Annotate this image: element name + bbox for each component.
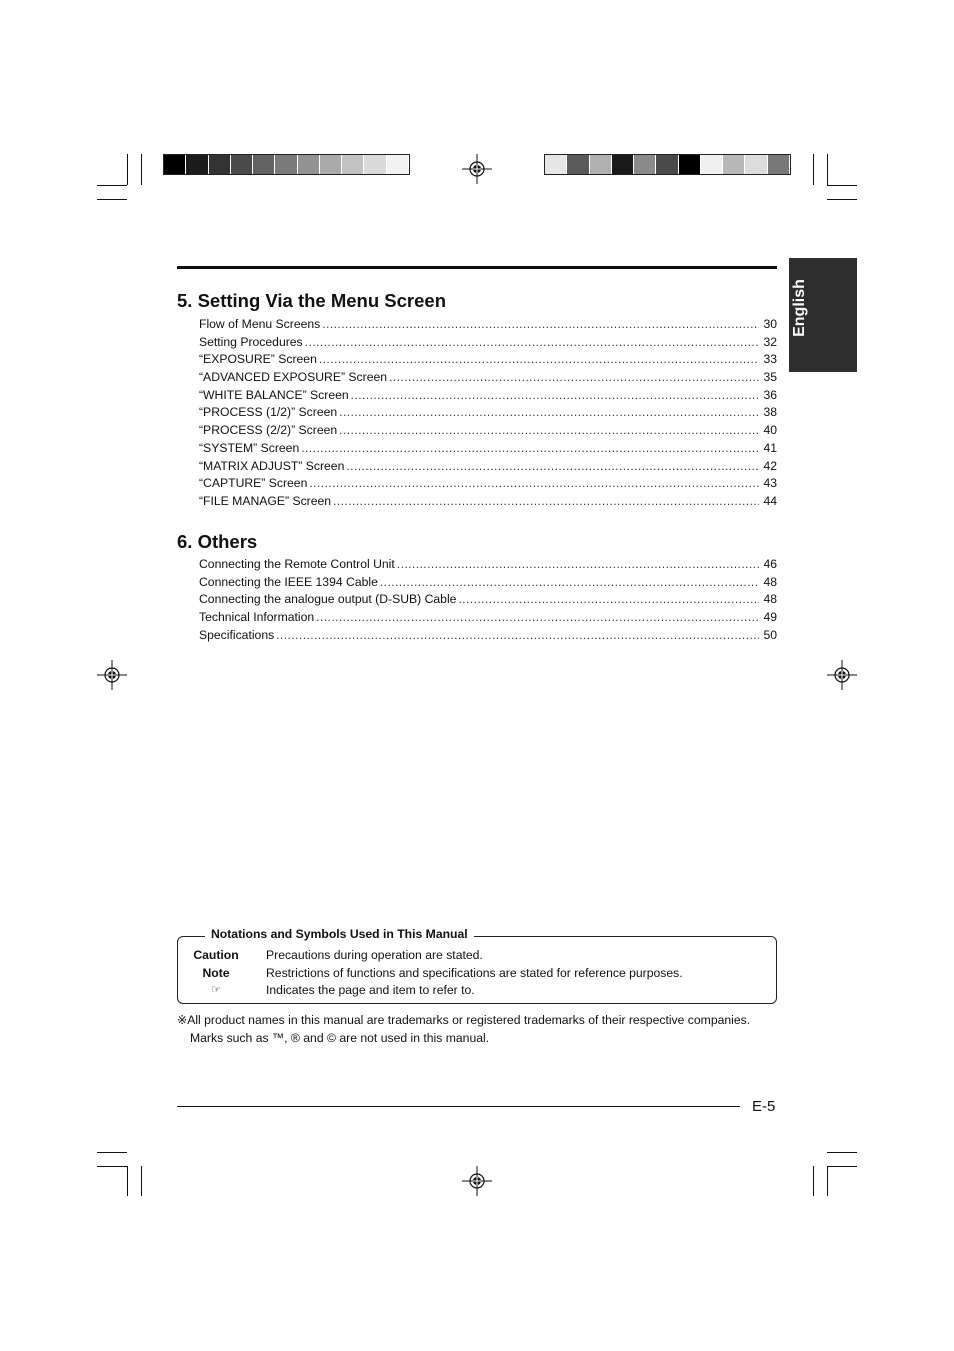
toc-entry-title: “ADVANCED EXPOSURE” Screen bbox=[199, 370, 388, 385]
toc-dot-leader bbox=[339, 404, 759, 422]
color-swatch bbox=[209, 155, 231, 174]
toc-dot-leader bbox=[333, 493, 759, 511]
crop-mark bbox=[813, 154, 814, 185]
trademark-footnote-line2: Marks such as ™, ® and © are not used in this manual. bbox=[190, 1031, 490, 1045]
color-swatch bbox=[590, 155, 612, 174]
color-swatch bbox=[567, 155, 589, 174]
toc-dot-leader bbox=[322, 316, 759, 334]
toc-entry-page: 30 bbox=[763, 317, 777, 331]
color-swatch bbox=[745, 155, 767, 174]
toc-entry-page: 33 bbox=[763, 352, 777, 367]
toc-entry bbox=[199, 475, 777, 493]
toc-entry-title: Connecting the analogue output (D-SUB) Cable bbox=[199, 592, 457, 607]
notation-text: Indicates the page and item to refer to. bbox=[266, 983, 475, 997]
footer-rule bbox=[177, 1106, 740, 1107]
toc-entry bbox=[199, 369, 777, 387]
toc-entry-title: Connecting the IEEE 1394 Cable bbox=[199, 574, 378, 589]
crop-mark bbox=[827, 1166, 828, 1196]
toc-dot-leader bbox=[316, 609, 759, 627]
color-swatch bbox=[656, 155, 678, 174]
toc-dot-leader bbox=[389, 369, 759, 387]
toc-entry bbox=[199, 493, 777, 511]
crop-mark bbox=[141, 154, 142, 185]
crop-mark bbox=[97, 185, 127, 186]
notations-title: Notations and Symbols Used in This Manual bbox=[205, 926, 474, 942]
language-tab bbox=[789, 258, 857, 372]
toc-entry bbox=[199, 316, 777, 334]
toc-entry bbox=[199, 556, 777, 574]
toc-dot-leader bbox=[305, 334, 760, 352]
color-swatch bbox=[612, 155, 634, 174]
toc-entry-page: 32 bbox=[763, 334, 777, 349]
crop-mark bbox=[97, 199, 127, 200]
color-swatch bbox=[231, 155, 253, 174]
notations-box bbox=[177, 936, 777, 1004]
color-swatch bbox=[545, 155, 567, 174]
toc-entry bbox=[199, 404, 777, 422]
crop-mark bbox=[141, 1166, 142, 1196]
color-swatch bbox=[634, 155, 656, 174]
toc-dot-leader bbox=[276, 627, 759, 645]
toc-entry bbox=[199, 574, 777, 592]
color-swatch bbox=[723, 155, 745, 174]
toc-dot-leader bbox=[380, 574, 760, 592]
registration-mark-icon bbox=[462, 154, 492, 184]
toc-dot-leader bbox=[351, 387, 760, 405]
toc-entry-title: “WHITE BALANCE” Screen bbox=[199, 387, 349, 402]
toc-entry bbox=[199, 591, 777, 609]
notation-text: Precautions during operation are stated. bbox=[266, 948, 483, 962]
color-bar-right bbox=[544, 154, 791, 175]
registration-mark-icon bbox=[462, 1166, 492, 1196]
toc-entry-page: 44 bbox=[763, 493, 777, 508]
toc-dot-leader bbox=[319, 351, 760, 369]
trademark-footnote-line1: ※All product names in this manual are trademarks or registered trademarks of their respective companies. bbox=[177, 1013, 751, 1027]
toc-entry-title: “FILE MANAGE” Screen bbox=[199, 493, 332, 508]
crop-mark bbox=[827, 185, 857, 186]
toc-entry-title: “EXPOSURE” Screen bbox=[199, 352, 317, 367]
toc-entry-title: Setting Procedures bbox=[199, 334, 303, 349]
color-swatch bbox=[342, 155, 364, 174]
toc-entry-page: 43 bbox=[763, 476, 777, 491]
toc-entry bbox=[199, 334, 777, 352]
crop-mark bbox=[97, 1166, 127, 1167]
toc-entry bbox=[199, 387, 777, 405]
color-swatch bbox=[768, 155, 790, 174]
pointing-hand-icon: ☞ bbox=[211, 984, 221, 996]
toc-list-menu-screen bbox=[199, 316, 777, 511]
color-swatch bbox=[701, 155, 723, 174]
color-swatch bbox=[186, 155, 208, 174]
toc-entry bbox=[199, 609, 777, 627]
crop-mark bbox=[827, 199, 857, 200]
toc-entry-title: “PROCESS (1/2)” Screen bbox=[199, 405, 338, 420]
toc-dot-leader bbox=[458, 591, 759, 609]
notation-key-note: Note bbox=[202, 966, 230, 980]
toc-dot-leader bbox=[339, 422, 759, 440]
color-swatch bbox=[253, 155, 275, 174]
toc-entry-page: 50 bbox=[763, 627, 777, 642]
color-swatch bbox=[364, 155, 386, 174]
color-swatch bbox=[298, 155, 320, 174]
registration-mark-icon bbox=[97, 660, 127, 690]
crop-mark bbox=[827, 154, 828, 185]
language-tab-label: English bbox=[791, 279, 808, 337]
color-swatch bbox=[679, 155, 701, 174]
toc-entry bbox=[199, 440, 777, 458]
color-swatch bbox=[275, 155, 297, 174]
color-bar-left bbox=[163, 154, 410, 175]
color-swatch bbox=[320, 155, 342, 174]
header-rule bbox=[177, 266, 777, 269]
page-number: E-5 bbox=[752, 1098, 776, 1115]
toc-dot-leader bbox=[309, 475, 759, 493]
toc-entry-page: 49 bbox=[763, 610, 777, 625]
toc-entry bbox=[199, 458, 777, 476]
section-heading-menu-screen: 5. Setting Via the Menu Screen bbox=[177, 290, 447, 311]
toc-entry bbox=[199, 422, 777, 440]
toc-entry-title: “PROCESS (2/2)” Screen bbox=[199, 423, 338, 438]
toc-entry bbox=[199, 627, 777, 645]
color-swatch bbox=[387, 155, 409, 174]
toc-entry-page: 35 bbox=[763, 370, 777, 385]
toc-entry-page: 48 bbox=[763, 574, 777, 589]
toc-entry-title: Connecting the Remote Control Unit bbox=[199, 557, 395, 571]
crop-mark bbox=[127, 154, 128, 185]
notation-text: Restrictions of functions and specifications are stated for reference purposes. bbox=[266, 966, 683, 980]
toc-entry bbox=[199, 351, 777, 369]
toc-entry-title: “CAPTURE” Screen bbox=[199, 476, 308, 491]
color-swatch bbox=[164, 155, 186, 174]
toc-entry-title: “SYSTEM” Screen bbox=[199, 440, 300, 455]
crop-mark bbox=[827, 1166, 857, 1167]
toc-dot-leader bbox=[397, 556, 760, 574]
crop-mark bbox=[827, 1152, 857, 1153]
toc-entry-title: “MATRIX ADJUST” Screen bbox=[199, 458, 345, 473]
toc-entry-title: Specifications bbox=[199, 627, 275, 642]
toc-entry-title: Technical Information bbox=[199, 610, 315, 625]
toc-entry-title: Flow of Menu Screens bbox=[199, 317, 321, 331]
toc-dot-leader bbox=[346, 458, 759, 476]
crop-mark bbox=[97, 1152, 127, 1153]
toc-list-others bbox=[199, 556, 777, 644]
crop-mark bbox=[813, 1166, 814, 1196]
toc-dot-leader bbox=[301, 440, 759, 458]
toc-entry-page: 38 bbox=[763, 405, 777, 420]
toc-entry-page: 36 bbox=[763, 387, 777, 402]
crop-mark bbox=[127, 1166, 128, 1196]
section-heading-others: 6. Others bbox=[177, 531, 258, 552]
registration-mark-icon bbox=[827, 660, 857, 690]
toc-entry-page: 48 bbox=[763, 592, 777, 607]
toc-entry-page: 42 bbox=[763, 458, 777, 473]
toc-entry-page: 40 bbox=[763, 423, 777, 438]
notation-key-caution: Caution bbox=[193, 948, 239, 962]
toc-entry-page: 41 bbox=[763, 440, 777, 455]
toc-entry-page: 46 bbox=[763, 557, 777, 571]
